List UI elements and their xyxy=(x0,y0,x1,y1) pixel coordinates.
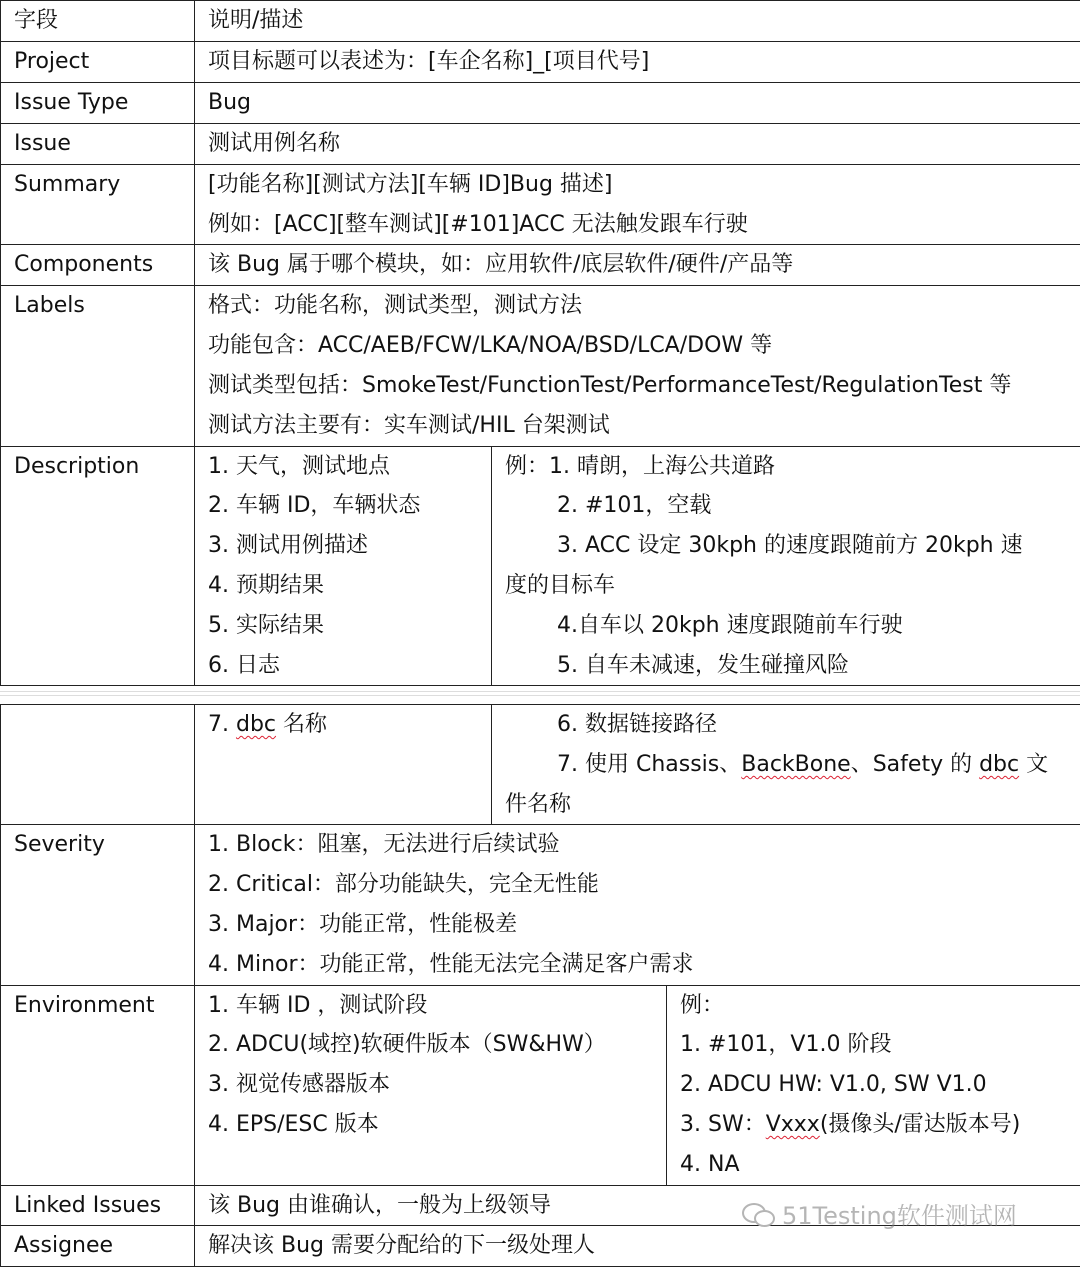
ex7a: 7. 使用 Chassis、 xyxy=(557,752,741,777)
env-ex3b: Vxxx xyxy=(766,1112,820,1137)
table-row xyxy=(1,825,1080,985)
environment-items xyxy=(195,985,667,1185)
description-item: 5. 实际结果 xyxy=(208,606,491,646)
environment-example-line: 2. ADCU HW: V1.0, SW V1.0 xyxy=(680,1065,1080,1105)
table-row xyxy=(1,42,1080,83)
description-item: 2. 车辆 ID，车辆状态 xyxy=(208,486,491,526)
environment-example-line: 1. #101，V1.0 阶段 xyxy=(680,1025,1080,1065)
watermark xyxy=(742,1196,1017,1231)
table-row xyxy=(1,1226,1080,1267)
issue-type-value: Bug xyxy=(195,83,1080,124)
description-label: Description xyxy=(1,446,195,686)
environment-item: 1. 车辆 ID ，测试阶段 xyxy=(208,986,666,1026)
example-line xyxy=(505,447,1080,487)
issue-type-label: Issue Type xyxy=(1,83,195,124)
description-example-continued xyxy=(492,705,1080,825)
item7-rest: 名称 xyxy=(276,712,327,737)
project-label: Project xyxy=(1,42,195,83)
environment-example-line: 4. NA xyxy=(680,1145,1080,1185)
summary-label: Summary xyxy=(1,164,195,245)
environment-label: Environment xyxy=(1,985,195,1185)
header-field: 字段 xyxy=(1,1,195,42)
description-item: 4. 预期结果 xyxy=(208,566,491,606)
example-line: 5. 自车未减速，发生碰撞风险 xyxy=(505,646,1080,686)
env-ex3c: (摄像头/雷达版本号) xyxy=(820,1112,1021,1137)
description-items xyxy=(195,446,492,686)
ex7e: 文 xyxy=(1019,752,1048,777)
env-ex3a: 3. SW： xyxy=(680,1112,766,1137)
environment-example xyxy=(667,985,1080,1185)
environment-item: 2. ADCU(域控)软硬件版本（SW&HW） xyxy=(208,1025,666,1065)
components-value: 该 Bug 属于哪个模块，如：应用软件/底层软件/硬件/产品等 xyxy=(195,245,1080,286)
environment-example-line xyxy=(680,1105,1080,1145)
table-row xyxy=(1,286,1080,446)
summary-line: [功能名称][测试方法][车辆 ID]Bug 描述] xyxy=(208,165,1080,205)
table-row xyxy=(1,1,1080,42)
example-line: 6. 数据链接路径 xyxy=(505,705,1080,745)
table-row xyxy=(1,83,1080,124)
watermark-text: 51Testing软件测试网 xyxy=(782,1196,1017,1231)
page-break xyxy=(0,683,1080,704)
severity-line: 1. Block：阻塞，无法进行后续试验 xyxy=(208,825,1080,865)
example-first: 1. 晴朗，上海公共道路 xyxy=(549,454,775,479)
description-item: 6. 日志 xyxy=(208,646,491,686)
header-desc: 说明/描述 xyxy=(195,1,1080,42)
example-line xyxy=(505,745,1080,785)
labels-value xyxy=(195,286,1080,446)
description-continued-label xyxy=(1,705,195,825)
description-item: 3. 测试用例描述 xyxy=(208,526,491,566)
ex7c: 、Safety 的 xyxy=(851,752,979,777)
table-row xyxy=(1,446,1080,686)
item7-num: 7. xyxy=(208,712,236,737)
severity-line: 4. Minor：功能正常，性能无法完全满足客户需求 xyxy=(208,945,1080,985)
table-row xyxy=(1,245,1080,286)
ex7b: BackBone xyxy=(741,752,850,777)
example-line: 件名称 xyxy=(505,785,1080,825)
wechat-icon xyxy=(742,1201,776,1227)
components-label: Components xyxy=(1,245,195,286)
environment-item: 4. EPS/ESC 版本 xyxy=(208,1105,666,1145)
example-line: 2. #101，空载 xyxy=(505,486,1080,526)
issue-label: Issue xyxy=(1,123,195,164)
description-example xyxy=(492,446,1080,686)
table-row xyxy=(1,164,1080,245)
description-item-7 xyxy=(195,705,492,825)
ex7d: dbc xyxy=(979,752,1019,777)
labels-line: 测试类型包括：SmokeTest/FunctionTest/PerformanceTest/RegulationTest 等 xyxy=(208,366,1080,406)
example-line: 4.自车以 20kph 速度跟随前车行驶 xyxy=(505,606,1080,646)
project-value: 项目标题可以表述为：[车企名称]_[项目代号] xyxy=(195,42,1080,83)
bug-field-table-part2 xyxy=(0,704,1080,1267)
severity-line: 2. Critical：部分功能缺失，完全无性能 xyxy=(208,865,1080,905)
assignee-value: 解决该 Bug 需要分配给的下一级处理人 xyxy=(195,1226,1080,1267)
summary-line: 例如：[ACC][整车测试][#101]ACC 无法触发跟车行驶 xyxy=(208,205,1080,245)
issue-value: 测试用例名称 xyxy=(195,123,1080,164)
summary-value xyxy=(195,164,1080,245)
severity-line: 3. Major：功能正常，性能极差 xyxy=(208,905,1080,945)
description-item: 1. 天气，测试地点 xyxy=(208,447,491,487)
example-line: 度的目标车 xyxy=(505,566,1080,606)
severity-label: Severity xyxy=(1,825,195,985)
labels-line: 功能包含：ACC/AEB/FCW/LKA/NOA/BSD/LCA/DOW 等 xyxy=(208,326,1080,366)
labels-line: 测试方法主要有：实车测试/HIL 台架测试 xyxy=(208,406,1080,446)
page-break-rule xyxy=(0,691,1080,692)
linked-issues-label: Linked Issues xyxy=(1,1185,195,1226)
environment-example-line: 例： xyxy=(680,986,1080,1026)
linked-issues-value: 该 Bug 由谁确认，一般为上级领导 xyxy=(195,1185,1080,1226)
table-row xyxy=(1,123,1080,164)
severity-value xyxy=(195,825,1080,985)
item7-dbc: dbc xyxy=(236,712,276,737)
assignee-label: Assignee xyxy=(1,1226,195,1267)
environment-item: 3. 视觉传感器版本 xyxy=(208,1065,666,1105)
table-row xyxy=(1,985,1080,1185)
table-row xyxy=(1,705,1080,825)
labels-label: Labels xyxy=(1,286,195,446)
labels-line: 格式：功能名称，测试类型，测试方法 xyxy=(208,286,1080,326)
page-break-rule xyxy=(0,695,1080,696)
item7-line xyxy=(208,705,491,745)
example-prefix: 例： xyxy=(505,454,549,479)
example-line: 3. ACC 设定 30kph 的速度跟随前方 20kph 速 xyxy=(505,526,1080,566)
